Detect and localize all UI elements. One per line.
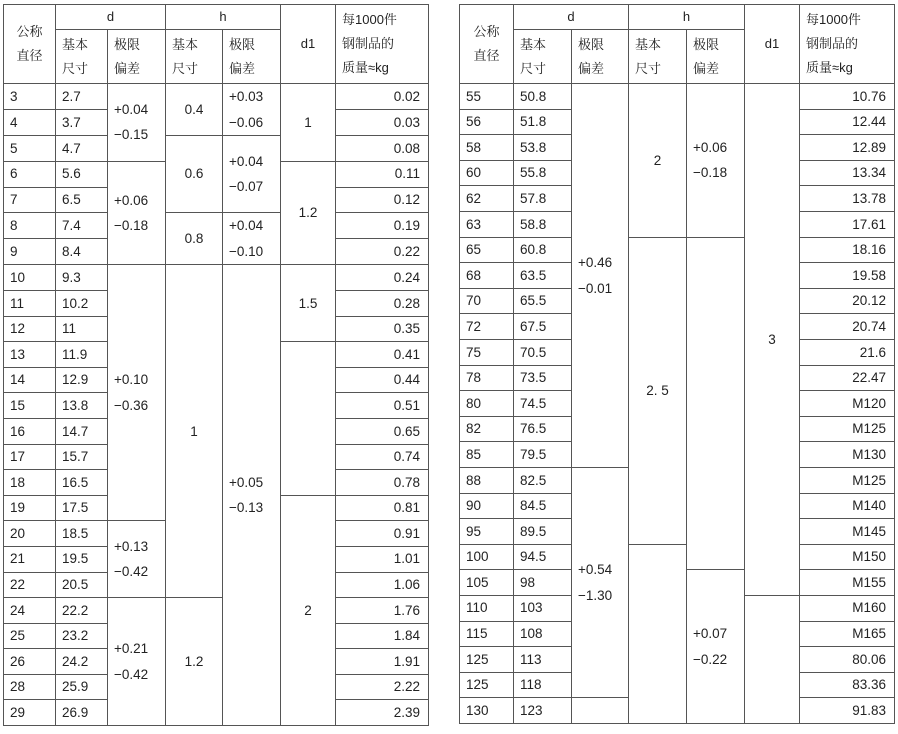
mass-cell: M150: [800, 544, 895, 570]
d1-cell: [745, 595, 800, 723]
d-basic-size-cell: 6.5: [56, 187, 108, 213]
d-limit-deviation-cell: +0.10 −0.36: [108, 265, 166, 521]
nominal-diameter-cell: 60: [460, 160, 514, 186]
d-basic-size-cell: 50.8: [514, 84, 572, 110]
nominal-diameter-cell: 58: [460, 135, 514, 161]
nominal-diameter-cell: 75: [460, 339, 514, 365]
d-basic-size-cell: 19.5: [56, 546, 108, 572]
d1-cell: [281, 342, 336, 496]
header-d-limit-deviation: 极限 偏差: [572, 30, 629, 84]
mass-cell: 0.81: [336, 495, 429, 521]
d-limit-deviation-cell: +0.04 −0.15: [108, 84, 166, 162]
h-basic-size-cell: 1: [166, 265, 223, 598]
mass-cell: 0.74: [336, 444, 429, 470]
nominal-diameter-cell: 22: [4, 572, 56, 598]
h-limit-deviation-cell: +0.03 −0.06: [223, 84, 281, 136]
mass-cell: 12.89: [800, 135, 895, 161]
nominal-diameter-cell: 8: [4, 213, 56, 239]
table-row: [460, 544, 895, 570]
d-basic-size-cell: 89.5: [514, 519, 572, 545]
nominal-diameter-cell: 72: [460, 314, 514, 340]
d-basic-size-cell: 63.5: [514, 263, 572, 289]
header-h: h: [166, 5, 281, 30]
mass-cell: 0.78: [336, 470, 429, 496]
header-nominal-diameter: 公称 直径: [4, 5, 56, 84]
h-limit-deviation-cell: +0.07 −0.22: [687, 570, 745, 724]
table-row: [4, 136, 429, 162]
header-d1: d1: [745, 5, 800, 84]
nominal-diameter-cell: 12: [4, 316, 56, 342]
d-basic-size-cell: 123: [514, 698, 572, 724]
h-basic-size-cell: 0.8: [166, 213, 223, 265]
mass-cell: M165: [800, 621, 895, 647]
right-data-table: [459, 4, 895, 724]
nominal-diameter-cell: 68: [460, 263, 514, 289]
d-limit-deviation-cell: +0.21 −0.42: [108, 598, 166, 726]
table-row: [4, 598, 429, 624]
mass-cell: M125: [800, 416, 895, 442]
nominal-diameter-cell: 125: [460, 647, 514, 673]
mass-cell: 1.01: [336, 546, 429, 572]
d-basic-size-cell: 55.8: [514, 160, 572, 186]
mass-cell: M140: [800, 493, 895, 519]
mass-cell: 80.06: [800, 647, 895, 673]
mass-cell: 1.06: [336, 572, 429, 598]
d-basic-size-cell: 15.7: [56, 444, 108, 470]
mass-cell: M130: [800, 442, 895, 468]
d-basic-size-cell: 82.5: [514, 467, 572, 493]
header-d1: d1: [281, 5, 336, 84]
nominal-diameter-cell: 19: [4, 495, 56, 521]
nominal-diameter-cell: 63: [460, 212, 514, 238]
d1-cell: 1.2: [281, 161, 336, 264]
d-basic-size-cell: 98: [514, 570, 572, 596]
d-basic-size-cell: 25.9: [56, 674, 108, 700]
mass-cell: 0.02: [336, 84, 429, 110]
header-mass: 每1000件 钢制品的 质量≈kg: [800, 5, 895, 84]
header-d-basic-size: 基本 尺寸: [56, 30, 108, 84]
mass-cell: 21.6: [800, 339, 895, 365]
mass-cell: 13.34: [800, 160, 895, 186]
nominal-diameter-cell: 3: [4, 84, 56, 110]
nominal-diameter-cell: 95: [460, 519, 514, 545]
d-basic-size-cell: 79.5: [514, 442, 572, 468]
d-basic-size-cell: 10.2: [56, 290, 108, 316]
nominal-diameter-cell: 62: [460, 186, 514, 212]
nominal-diameter-cell: 5: [4, 136, 56, 162]
mass-cell: 19.58: [800, 263, 895, 289]
mass-cell: 0.24: [336, 265, 429, 291]
d-basic-size-cell: 26.9: [56, 700, 108, 726]
table-header-row: [4, 5, 429, 30]
d-basic-size-cell: 16.5: [56, 470, 108, 496]
d-basic-size-cell: 74.5: [514, 391, 572, 417]
nominal-diameter-cell: 21: [4, 546, 56, 572]
d-limit-deviation-cell: +0.46 −0.01: [572, 84, 629, 468]
nominal-diameter-cell: 105: [460, 570, 514, 596]
mass-cell: 0.12: [336, 187, 429, 213]
d-basic-size-cell: 65.5: [514, 288, 572, 314]
mass-cell: 2.39: [336, 700, 429, 726]
table-row: [460, 84, 895, 110]
h-basic-size-cell: 0.6: [166, 136, 223, 213]
table-row: [4, 265, 429, 291]
mass-cell: 0.28: [336, 290, 429, 316]
nominal-diameter-cell: 90: [460, 493, 514, 519]
nominal-diameter-cell: 7: [4, 187, 56, 213]
nominal-diameter-cell: 56: [460, 109, 514, 135]
d-basic-size-cell: 23.2: [56, 623, 108, 649]
nominal-diameter-cell: 6: [4, 161, 56, 187]
mass-cell: 0.03: [336, 110, 429, 136]
d-limit-deviation-cell: +0.06 −0.18: [108, 161, 166, 264]
panel-divider: [452, 0, 459, 734]
d1-cell: 2: [281, 495, 336, 725]
nominal-diameter-cell: 125: [460, 672, 514, 698]
nominal-diameter-cell: 14: [4, 367, 56, 393]
mass-cell: 0.19: [336, 213, 429, 239]
header-h-limit-deviation: 极限 偏差: [687, 30, 745, 84]
h-limit-deviation-cell: +0.04 −0.07: [223, 136, 281, 213]
d-basic-size-cell: 18.5: [56, 521, 108, 547]
d-basic-size-cell: 12.9: [56, 367, 108, 393]
d-basic-size-cell: 73.5: [514, 365, 572, 391]
d-basic-size-cell: 24.2: [56, 649, 108, 675]
mass-cell: 0.08: [336, 136, 429, 162]
d-basic-size-cell: 94.5: [514, 544, 572, 570]
d-basic-size-cell: 9.3: [56, 265, 108, 291]
d-basic-size-cell: 118: [514, 672, 572, 698]
d-basic-size-cell: 76.5: [514, 416, 572, 442]
mass-cell: M125: [800, 467, 895, 493]
d-basic-size-cell: 70.5: [514, 339, 572, 365]
header-h-basic-size: 基本 尺寸: [629, 30, 687, 84]
d-basic-size-cell: 11: [56, 316, 108, 342]
nominal-diameter-cell: 26: [4, 649, 56, 675]
mass-cell: 0.22: [336, 239, 429, 265]
header-nominal-diameter: 公称 直径: [460, 5, 514, 84]
mass-cell: 0.91: [336, 521, 429, 547]
nominal-diameter-cell: 85: [460, 442, 514, 468]
d-basic-size-cell: 7.4: [56, 213, 108, 239]
nominal-diameter-cell: 29: [4, 700, 56, 726]
nominal-diameter-cell: 55: [460, 84, 514, 110]
mass-cell: 0.44: [336, 367, 429, 393]
d1-cell: 1.5: [281, 265, 336, 342]
nominal-diameter-cell: 110: [460, 595, 514, 621]
d-basic-size-cell: 67.5: [514, 314, 572, 340]
nominal-diameter-cell: 100: [460, 544, 514, 570]
table-header-row: [460, 5, 895, 30]
h-basic-size-cell: 2. 5: [629, 237, 687, 544]
mass-cell: 20.12: [800, 288, 895, 314]
nominal-diameter-cell: 25: [4, 623, 56, 649]
mass-cell: 17.61: [800, 212, 895, 238]
table-row: [4, 213, 429, 239]
nominal-diameter-cell: 28: [4, 674, 56, 700]
mass-cell: 10.76: [800, 84, 895, 110]
nominal-diameter-cell: 15: [4, 393, 56, 419]
header-d: d: [56, 5, 166, 30]
nominal-diameter-cell: 16: [4, 418, 56, 444]
mass-cell: 0.51: [336, 393, 429, 419]
mass-cell: 0.41: [336, 342, 429, 368]
h-limit-deviation-cell: +0.05 −0.13: [223, 265, 281, 726]
table-row: [460, 237, 895, 263]
nominal-diameter-cell: 9: [4, 239, 56, 265]
left-data-table: [3, 4, 429, 726]
d-basic-size-cell: 11.9: [56, 342, 108, 368]
header-h: h: [629, 5, 745, 30]
d-basic-size-cell: 58.8: [514, 212, 572, 238]
d-basic-size-cell: 14.7: [56, 418, 108, 444]
mass-cell: M155: [800, 570, 895, 596]
mass-cell: 20.74: [800, 314, 895, 340]
mass-cell: M160: [800, 595, 895, 621]
mass-cell: 83.36: [800, 672, 895, 698]
mass-cell: 91.83: [800, 698, 895, 724]
nominal-diameter-cell: 88: [460, 467, 514, 493]
d-basic-size-cell: 113: [514, 647, 572, 673]
d1-cell: 1: [281, 84, 336, 162]
mass-cell: 13.78: [800, 186, 895, 212]
nominal-diameter-cell: 78: [460, 365, 514, 391]
nominal-diameter-cell: 13: [4, 342, 56, 368]
nominal-diameter-cell: 70: [460, 288, 514, 314]
nominal-diameter-cell: 17: [4, 444, 56, 470]
nominal-diameter-cell: 24: [4, 598, 56, 624]
table-row: [4, 84, 429, 110]
h-basic-size-cell: [629, 544, 687, 723]
d-basic-size-cell: 4.7: [56, 136, 108, 162]
d-basic-size-cell: 17.5: [56, 495, 108, 521]
h-limit-deviation-cell: [687, 237, 745, 570]
d-basic-size-cell: 53.8: [514, 135, 572, 161]
header-h-limit-deviation: 极限 偏差: [223, 30, 281, 84]
d-basic-size-cell: 84.5: [514, 493, 572, 519]
header-h-basic-size: 基本 尺寸: [166, 30, 223, 84]
nominal-diameter-cell: 80: [460, 391, 514, 417]
d-basic-size-cell: 51.8: [514, 109, 572, 135]
nominal-diameter-cell: 115: [460, 621, 514, 647]
d-basic-size-cell: 5.6: [56, 161, 108, 187]
nominal-diameter-cell: 82: [460, 416, 514, 442]
d-limit-deviation-cell: +0.54 −1.30: [572, 467, 629, 697]
nominal-diameter-cell: 20: [4, 521, 56, 547]
nominal-diameter-cell: 130: [460, 698, 514, 724]
d-limit-deviation-cell: +0.13 −0.42: [108, 521, 166, 598]
d-basic-size-cell: 103: [514, 595, 572, 621]
d-basic-size-cell: 108: [514, 621, 572, 647]
header-d: d: [514, 5, 629, 30]
d-basic-size-cell: 20.5: [56, 572, 108, 598]
h-basic-size-cell: 0.4: [166, 84, 223, 136]
nominal-diameter-cell: 65: [460, 237, 514, 263]
d-limit-deviation-cell: [572, 698, 629, 724]
d-basic-size-cell: 22.2: [56, 598, 108, 624]
d-basic-size-cell: 13.8: [56, 393, 108, 419]
h-limit-deviation-cell: +0.04 −0.10: [223, 213, 281, 265]
mass-cell: 12.44: [800, 109, 895, 135]
mass-cell: 0.11: [336, 161, 429, 187]
header-d-basic-size: 基本 尺寸: [514, 30, 572, 84]
d-basic-size-cell: 60.8: [514, 237, 572, 263]
d-basic-size-cell: 3.7: [56, 110, 108, 136]
mass-cell: M145: [800, 519, 895, 545]
d-basic-size-cell: 8.4: [56, 239, 108, 265]
mass-cell: 0.65: [336, 418, 429, 444]
mass-cell: 0.35: [336, 316, 429, 342]
mass-cell: 18.16: [800, 237, 895, 263]
mass-cell: 1.76: [336, 598, 429, 624]
nominal-diameter-cell: 11: [4, 290, 56, 316]
header-d-limit-deviation: 极限 偏差: [108, 30, 166, 84]
mass-cell: 1.84: [336, 623, 429, 649]
nominal-diameter-cell: 4: [4, 110, 56, 136]
mass-cell: 1.91: [336, 649, 429, 675]
nominal-diameter-cell: 10: [4, 265, 56, 291]
nominal-diameter-cell: 18: [4, 470, 56, 496]
mass-cell: 22.47: [800, 365, 895, 391]
d-basic-size-cell: 2.7: [56, 84, 108, 110]
header-mass: 每1000件 钢制品的 质量≈kg: [336, 5, 429, 84]
mass-cell: M120: [800, 391, 895, 417]
mass-cell: 2.22: [336, 674, 429, 700]
d1-cell: 3: [745, 84, 800, 596]
h-basic-size-cell: 2: [629, 84, 687, 238]
h-limit-deviation-cell: +0.06 −0.18: [687, 84, 745, 238]
h-basic-size-cell: 1.2: [166, 598, 223, 726]
d-basic-size-cell: 57.8: [514, 186, 572, 212]
